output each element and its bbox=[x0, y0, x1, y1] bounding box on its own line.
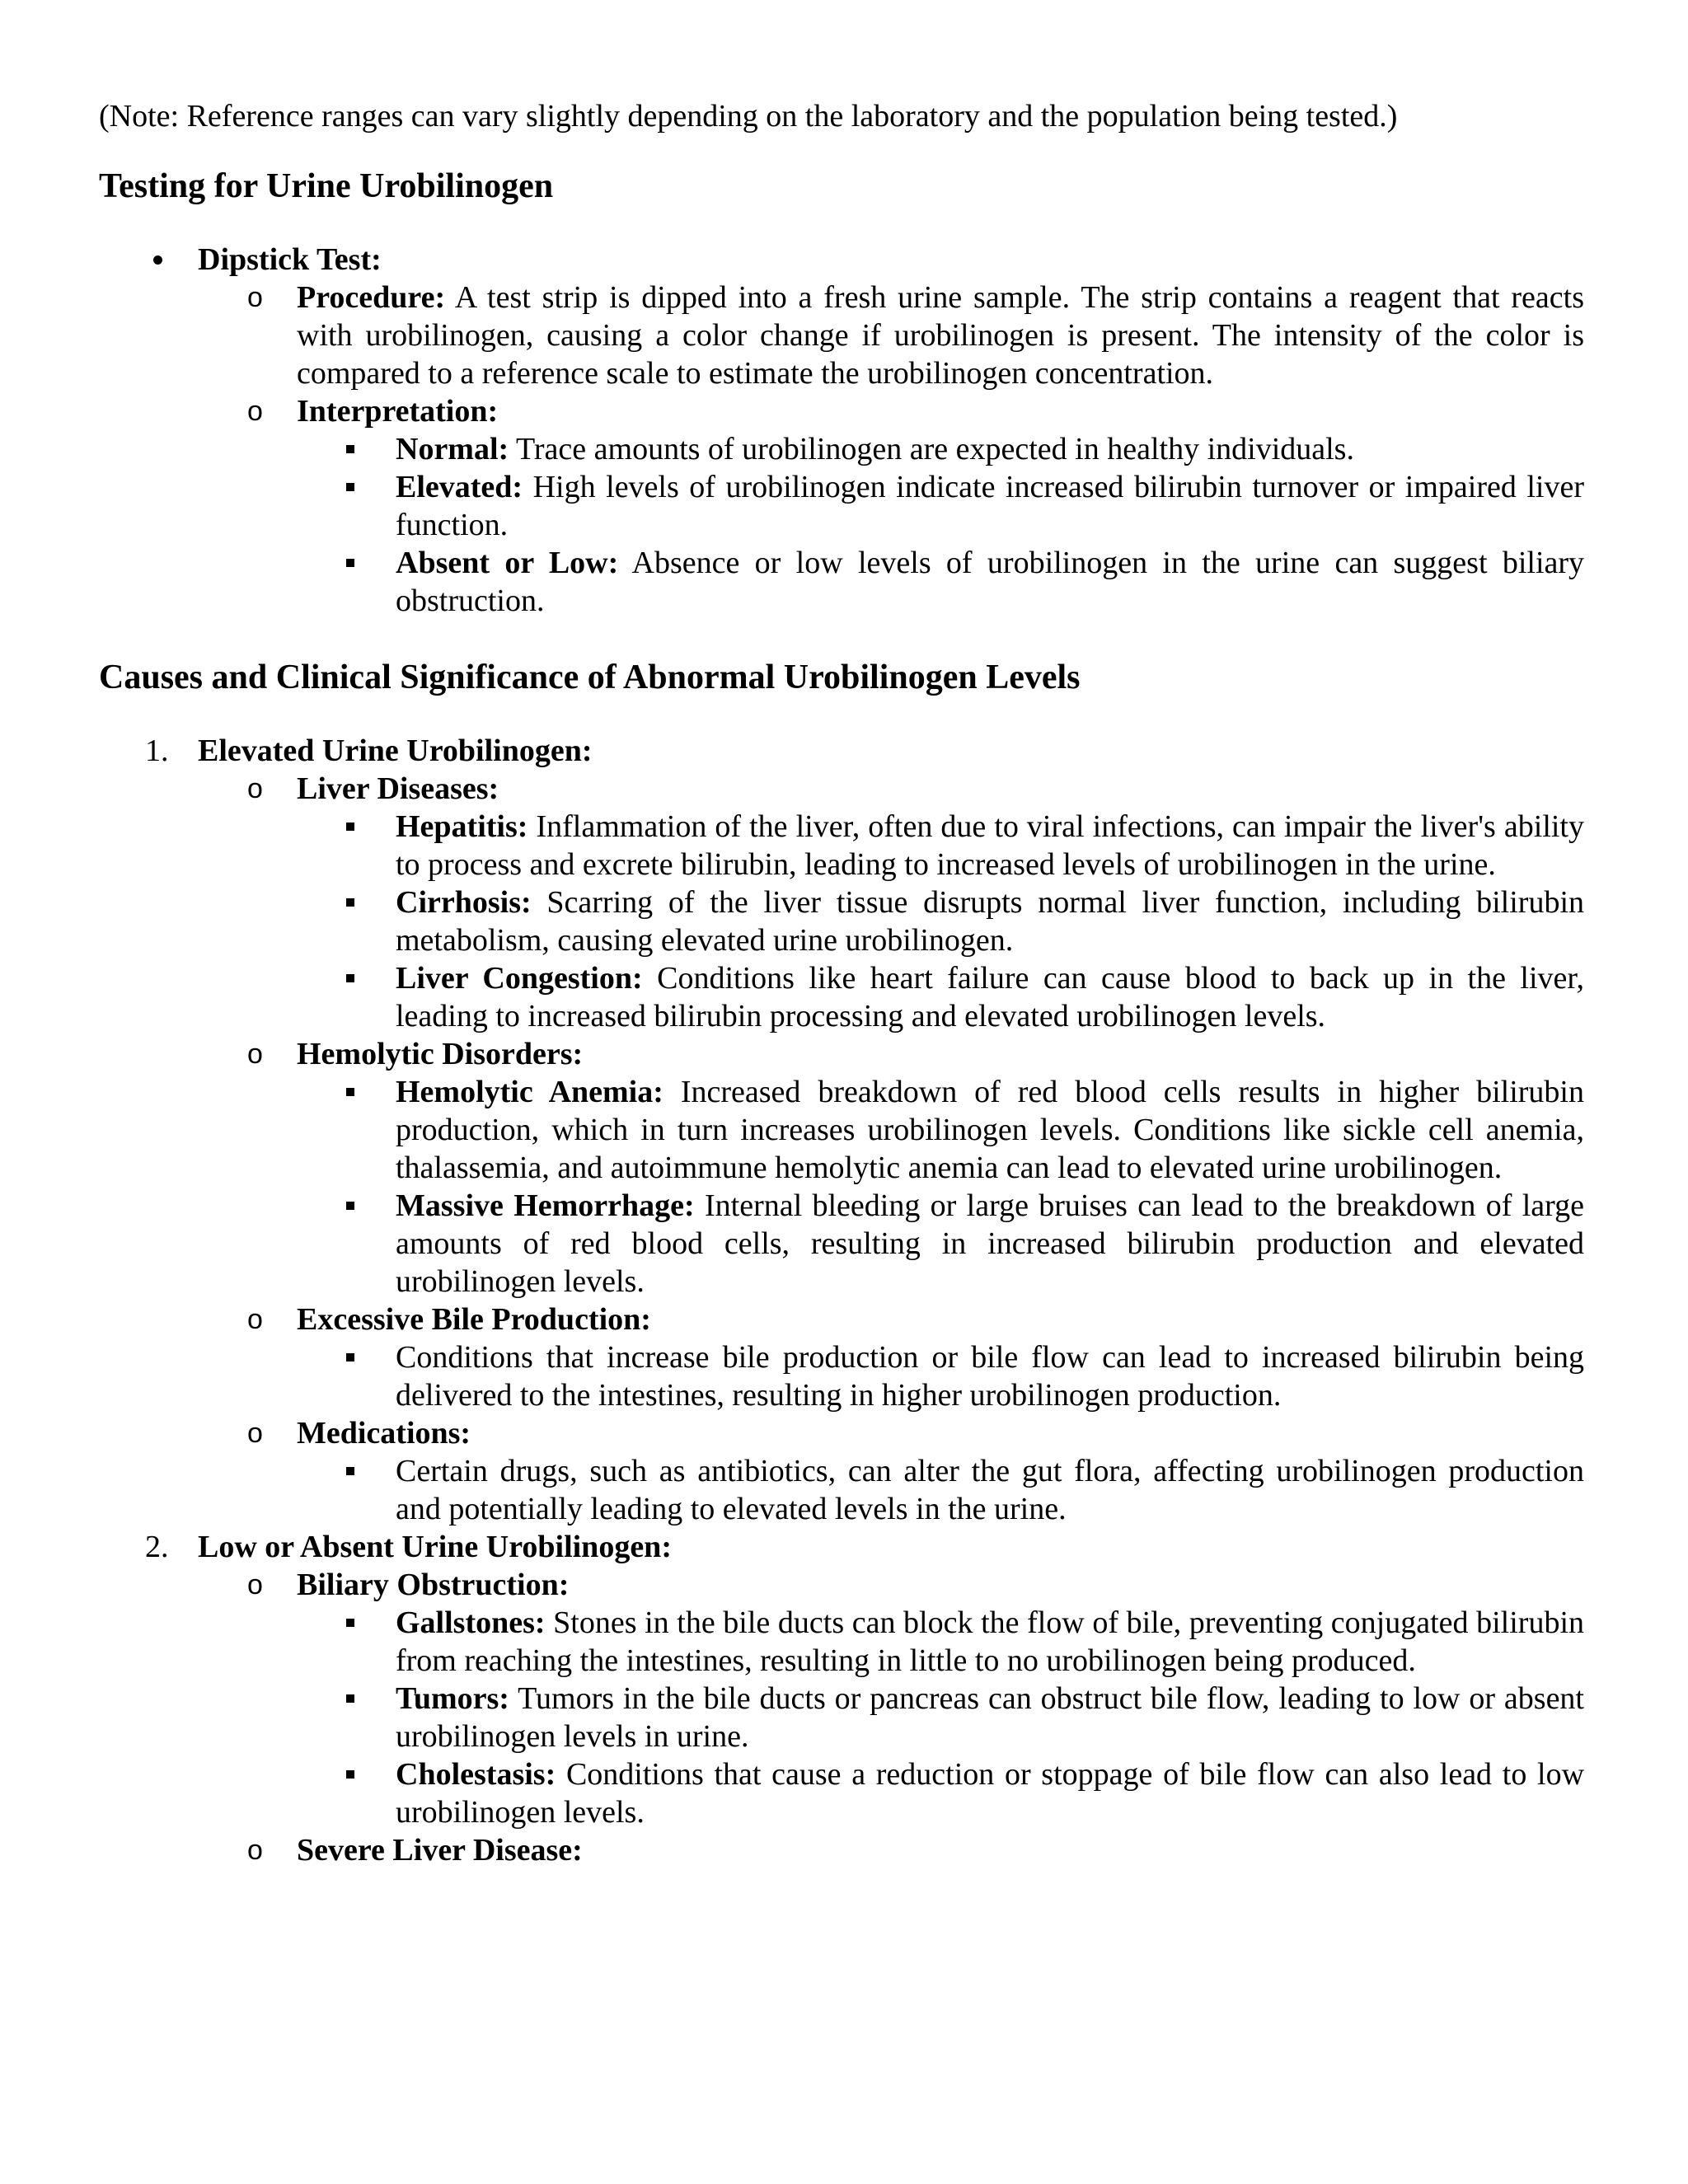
hemolytic-anemia-text: Increased breakdown of red blood cells results in higher bilirubin production, which in turn increases urobilinogen levels. Conditions like sickle cell anemia, thalassemia, and autoimmune hemolytic anemia can lead to elevated urine urobilinogen. bbox=[396, 1075, 1584, 1185]
list-number: 1. bbox=[145, 733, 169, 768]
procedure-label: Procedure: bbox=[297, 280, 446, 315]
list-item-liver-congestion bbox=[99, 959, 1584, 1035]
massive-hemorrhage-label: Massive Hemorrhage: bbox=[396, 1188, 695, 1223]
testing-list bbox=[99, 241, 1584, 620]
medications-label: Medications: bbox=[297, 1416, 471, 1451]
list-item-interpretation bbox=[99, 392, 1584, 430]
list-item-biliary-obstruction bbox=[99, 1566, 1584, 1604]
circle-bullet-icon: o bbox=[247, 396, 263, 427]
square-bullet-icon bbox=[346, 959, 354, 997]
hemolytic-anemia-label: Hemolytic Anemia: bbox=[396, 1075, 663, 1109]
normal-label: Normal: bbox=[396, 432, 509, 466]
list-item-cholestasis bbox=[99, 1755, 1584, 1831]
list-item-cirrhosis bbox=[99, 883, 1584, 959]
square-bullet-icon bbox=[346, 1755, 354, 1793]
testing-heading: Testing for Urine Urobilinogen bbox=[99, 167, 554, 205]
elevated-label: Elevated: bbox=[396, 470, 523, 504]
liver-congestion-label: Liver Congestion: bbox=[396, 961, 643, 996]
list-item-certain-drugs bbox=[99, 1452, 1584, 1528]
square-bullet-icon bbox=[346, 1604, 354, 1642]
list-item-liver-diseases bbox=[99, 770, 1584, 808]
excessive-bile-label: Excessive Bile Production: bbox=[297, 1302, 651, 1337]
circle-bullet-icon: o bbox=[247, 1418, 263, 1449]
list-item-hemolytic-disorders bbox=[99, 1035, 1584, 1073]
list-item-tumors bbox=[99, 1680, 1584, 1755]
square-bullet-icon bbox=[346, 1680, 354, 1718]
biliary-obstruction-label: Biliary Obstruction: bbox=[297, 1568, 570, 1602]
list-item-gallstones bbox=[99, 1604, 1584, 1680]
list-item-massive-hemorrhage bbox=[99, 1187, 1584, 1301]
gallstones-label: Gallstones: bbox=[396, 1605, 546, 1640]
bullet-icon bbox=[153, 241, 162, 279]
bile-conditions-text: Conditions that increase bile production or bile flow can lead to increased bilirubin being delivered to the intestines, resulting in higher urobilinogen production. bbox=[396, 1340, 1584, 1413]
certain-drugs-text: Certain drugs, such as antibiotics, can alter the gut flora, affecting urobilinogen production and potentially leading to elevated levels in the urine. bbox=[396, 1454, 1584, 1526]
square-bullet-icon bbox=[346, 808, 354, 846]
massive-hemorrhage-text: Internal bleeding or large bruises can lead to the breakdown of large amounts of red blood cells, resulting in increased bilirubin production and elevated urobilinogen levels. bbox=[396, 1188, 1584, 1299]
square-bullet-icon bbox=[346, 1187, 354, 1225]
square-bullet-icon bbox=[346, 544, 354, 582]
low-urobilinogen-label: Low or Absent Urine Urobilinogen: bbox=[198, 1530, 672, 1564]
cirrhosis-text: Scarring of the liver tissue disrupts normal liver function, including bilirubin metabolism, causing elevated urine urobilinogen. bbox=[396, 885, 1585, 958]
document-page bbox=[99, 97, 1584, 1869]
tumors-label: Tumors: bbox=[396, 1681, 509, 1716]
list-number: 2. bbox=[145, 1530, 169, 1564]
list-item-procedure bbox=[99, 279, 1584, 392]
list-item-absent bbox=[99, 544, 1584, 620]
list-item-severe-liver-disease bbox=[99, 1831, 1584, 1869]
list-item-dipstick bbox=[99, 241, 1584, 279]
liver-diseases-label: Liver Diseases: bbox=[297, 771, 499, 806]
interpretation-label: Interpretation: bbox=[297, 394, 499, 429]
normal-text: Trace amounts of urobilinogen are expected in healthy individuals. bbox=[516, 432, 1354, 466]
elevated-text: High levels of urobilinogen indicate increased bilirubin turnover or impaired liver function. bbox=[396, 470, 1585, 542]
hepatitis-text: Inflammation of the liver, often due to viral infections, can impair the liver's ability to process and excrete bilirubin, leading to increased levels of urobilinogen in the urine. bbox=[396, 809, 1584, 882]
list-item-elevated-urobilinogen bbox=[99, 732, 1584, 770]
causes-list bbox=[99, 732, 1584, 1869]
list-item-elevated bbox=[99, 468, 1584, 544]
tumors-text: Tumors in the bile ducts or pancreas can obstruct bile flow, leading to low or absent urobilinogen levels in urine. bbox=[396, 1681, 1584, 1754]
list-item-normal bbox=[99, 430, 1584, 468]
circle-bullet-icon: o bbox=[247, 1835, 263, 1866]
list-item-low-urobilinogen bbox=[99, 1528, 1584, 1566]
absent-label: Absent or Low: bbox=[396, 546, 619, 580]
list-item-medications bbox=[99, 1414, 1584, 1452]
list-item-excessive-bile bbox=[99, 1301, 1584, 1338]
circle-bullet-icon: o bbox=[247, 1304, 263, 1335]
causes-heading: Causes and Clinical Significance of Abnormal Urobilinogen Levels bbox=[99, 658, 1081, 696]
cirrhosis-label: Cirrhosis: bbox=[396, 885, 532, 920]
list-item-hemolytic-anemia bbox=[99, 1073, 1584, 1187]
square-bullet-icon bbox=[346, 468, 354, 506]
circle-bullet-icon: o bbox=[247, 1569, 263, 1601]
square-bullet-icon bbox=[346, 883, 354, 921]
cholestasis-label: Cholestasis: bbox=[396, 1757, 556, 1792]
hepatitis-label: Hepatitis: bbox=[396, 809, 528, 844]
square-bullet-icon bbox=[346, 1452, 354, 1490]
square-bullet-icon bbox=[346, 1073, 354, 1111]
square-bullet-icon bbox=[346, 1338, 354, 1376]
dipstick-label: Dipstick Test: bbox=[198, 242, 382, 277]
gallstones-text: Stones in the bile ducts can block the flow of bile, preventing conjugated bilirubin from reaching the intestines, resulting in little to no urobilinogen being produced. bbox=[396, 1605, 1584, 1678]
circle-bullet-icon: o bbox=[247, 773, 263, 804]
circle-bullet-icon: o bbox=[247, 1038, 263, 1070]
liver-congestion-text: Conditions like heart failure can cause blood to back up in the liver, leading to increased bilirubin processing and elevated urobilinogen levels. bbox=[396, 961, 1585, 1033]
severe-liver-disease-label: Severe Liver Disease: bbox=[297, 1833, 583, 1868]
hemolytic-disorders-label: Hemolytic Disorders: bbox=[297, 1037, 584, 1071]
absent-text: Absence or low levels of urobilinogen in the urine can suggest biliary obstruction. bbox=[396, 546, 1585, 618]
cholestasis-text: Conditions that cause a reduction or stoppage of bile flow can also lead to low urobilinogen levels. bbox=[396, 1757, 1585, 1830]
elevated-urobilinogen-label: Elevated Urine Urobilinogen: bbox=[198, 733, 593, 768]
procedure-text: A test strip is dipped into a fresh urine sample. The strip contains a reagent that reacts with urobilinogen, causing a color change if urobilinogen is present. The intensity of the color is compared to a reference scale to estimate the urobilinogen concentration. bbox=[297, 280, 1584, 391]
list-item-bile-conditions bbox=[99, 1338, 1584, 1414]
list-item-hepatitis bbox=[99, 808, 1584, 883]
circle-bullet-icon: o bbox=[247, 282, 263, 313]
square-bullet-icon bbox=[346, 430, 354, 468]
reference-note: (Note: Reference ranges can vary slightly depending on the laboratory and the population being tested.) bbox=[99, 99, 1398, 134]
